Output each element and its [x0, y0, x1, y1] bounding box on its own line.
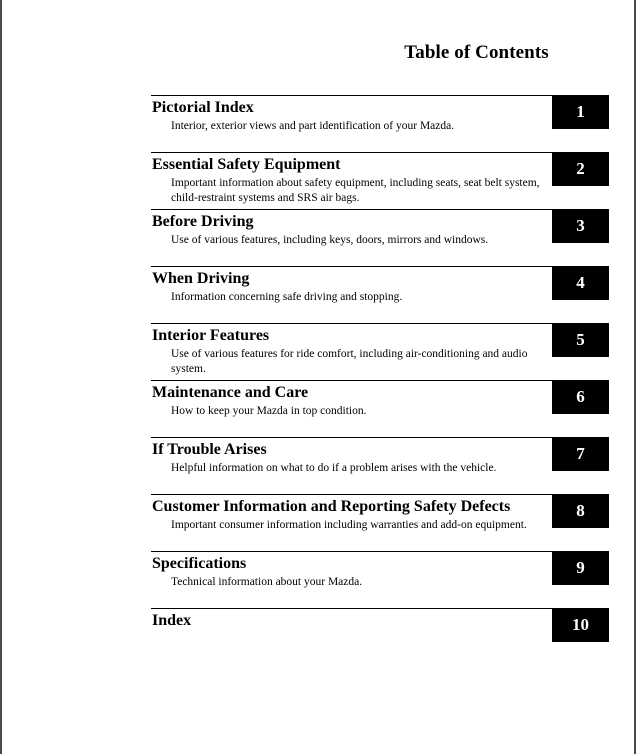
entry-description: Helpful information on what to do if a problem arises with the vehicle. [171, 462, 497, 474]
entry-description: Use of various features for ride comfort, including air-conditioning and audio system. [171, 348, 528, 375]
chapter-tab[interactable]: 3 [552, 209, 609, 243]
toc-entry-when-driving[interactable] [151, 266, 609, 323]
toc-entry-interior-features[interactable] [151, 323, 609, 380]
toc-entry-essential-safety-equipment[interactable] [151, 152, 609, 209]
entry-divider [151, 323, 552, 324]
entry-title[interactable]: Customer Information and Reporting Safety Defects [152, 498, 511, 515]
entry-title[interactable]: Maintenance and Care [152, 384, 309, 401]
toc-entry-index[interactable] [151, 608, 609, 665]
entry-divider [151, 437, 552, 438]
chapter-tab[interactable]: 5 [552, 323, 609, 357]
toc-entry-pictorial-index[interactable] [151, 95, 609, 152]
entry-title[interactable]: If Trouble Arises [152, 441, 267, 458]
page-border-left [0, 0, 2, 754]
entry-divider [151, 551, 552, 552]
entry-divider [151, 152, 552, 153]
entry-description: Information concerning safe driving and stopping. [171, 291, 403, 303]
entry-title[interactable]: Essential Safety Equipment [152, 156, 341, 173]
entry-divider [151, 380, 552, 381]
chapter-tab[interactable]: 9 [552, 551, 609, 585]
chapter-tab[interactable]: 6 [552, 380, 609, 414]
chapter-tab[interactable]: 8 [552, 494, 609, 528]
entry-divider [151, 95, 552, 96]
entry-description: Important consumer information including warranties and add-on equipment. [171, 519, 527, 531]
entry-description: How to keep your Mazda in top condition. [171, 405, 367, 417]
entry-divider [151, 209, 552, 210]
entry-title[interactable]: Pictorial Index [152, 99, 254, 116]
chapter-tab[interactable]: 7 [552, 437, 609, 471]
toc-entry-before-driving[interactable] [151, 209, 609, 266]
toc-entry-specifications[interactable] [151, 551, 609, 608]
chapter-tab[interactable]: 2 [552, 152, 609, 186]
toc-entry-if-trouble-arises[interactable] [151, 437, 609, 494]
entry-title[interactable]: Before Driving [152, 213, 254, 230]
entry-divider [151, 266, 552, 267]
entry-title[interactable]: Specifications [152, 555, 247, 572]
chapter-tab[interactable]: 1 [552, 95, 609, 129]
entry-description: Use of various features, including keys, doors, mirrors and windows. [171, 234, 489, 246]
entry-title[interactable]: Interior Features [152, 327, 270, 344]
chapter-tab[interactable]: 4 [552, 266, 609, 300]
chapter-tab[interactable]: 10 [552, 608, 609, 642]
entry-divider [151, 494, 552, 495]
toc-entry-customer-information[interactable] [151, 494, 609, 551]
entry-description: Technical information about your Mazda. [171, 576, 363, 588]
entry-divider [151, 608, 552, 609]
toc-entry-maintenance-and-care[interactable] [151, 380, 609, 437]
table-of-contents [151, 95, 609, 665]
page-title: Table of Contents [404, 42, 549, 63]
entry-title[interactable]: Index [152, 612, 192, 629]
entry-title[interactable]: When Driving [152, 270, 250, 287]
entry-description: Interior, exterior views and part identification of your Mazda. [171, 120, 455, 132]
entry-description: Important information about safety equipment, including seats, seat belt system, child-restraint systems and SRS air bags. [171, 177, 540, 204]
